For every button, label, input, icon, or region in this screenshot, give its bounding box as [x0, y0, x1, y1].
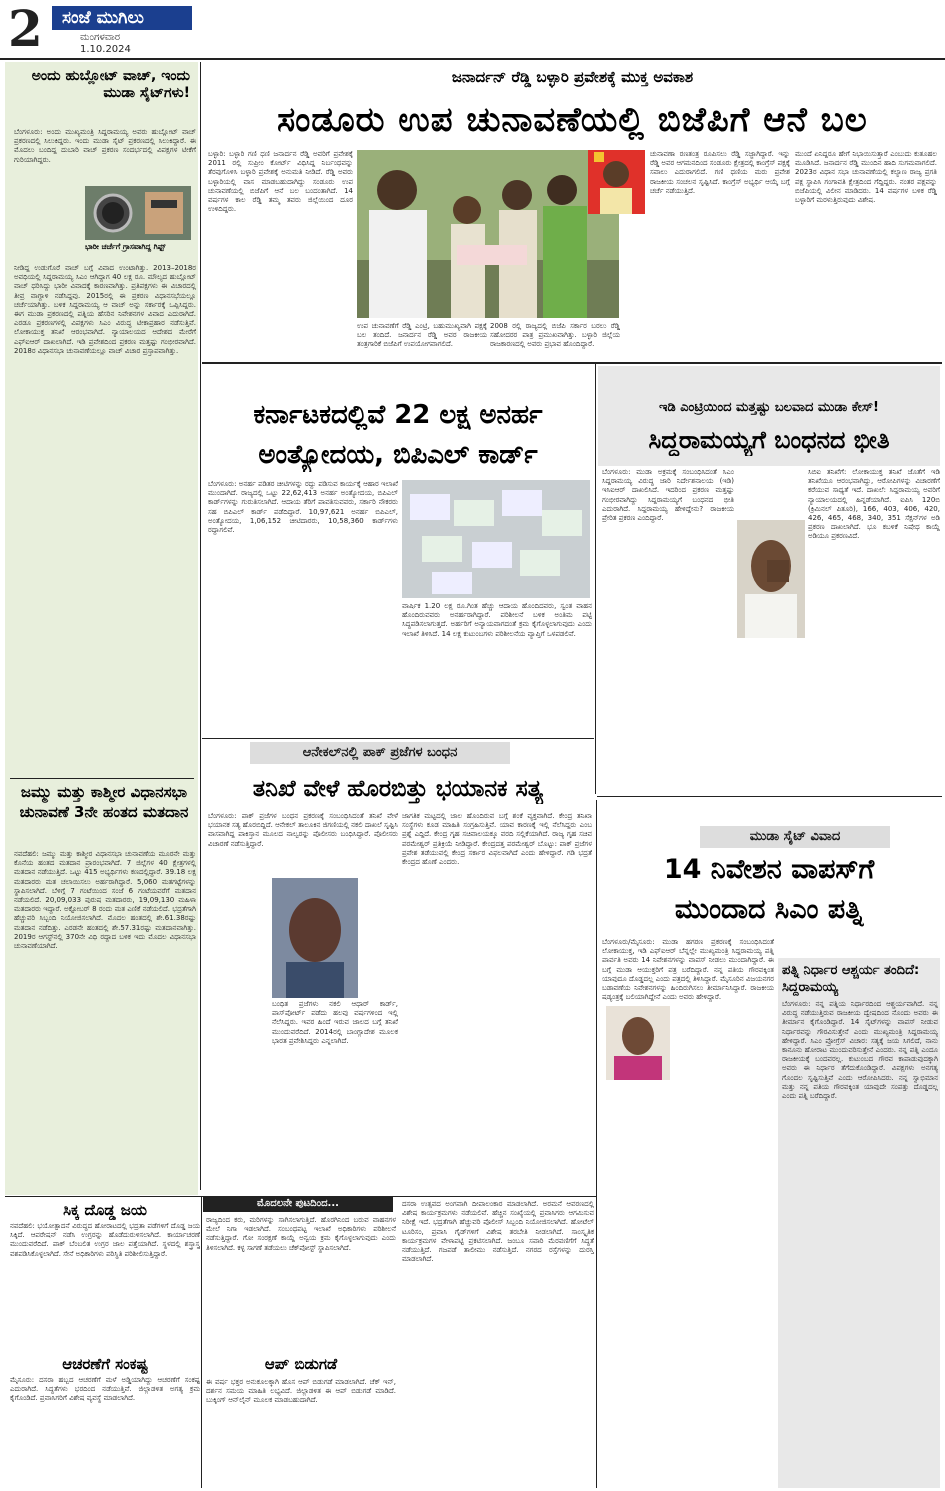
- anekal-col-1: ಬೆಂಗಳೂರು: ಪಾಕ್ ಪ್ರಜೆಗಳ ಬಂಧನ ಪ್ರಕರಣಕ್ಕೆ ಸಂಬಂಧಿಸಿದಂತೆ ತನಿಖೆ ವೇಳೆ ಭಯಾನಕ ಸತ್ಯ ಹೊರಬಿದ್ದಿದೆ. ಆನೇಕಲ್ ತಾಲೂಕಿನ ಜಿಗಣಿಯಲ್ಲಿ ನಕಲಿ ದಾಖಲೆ ಸೃಷ್ಟಿಸಿ ವಾಸವಾಗಿದ್ದ ಪಾಕಿಸ್ತಾನ ಮೂಲದ ನಾಲ್ವರನ್ನು ಪೊಲೀಸರು ಬಂಧಿಸಿದ್ದಾರೆ. ಪೊಲೀಸರು ವಿಚಾರಣೆ ನಡೆಸುತ್ತಿದ್ದಾರೆ.: [208, 812, 398, 848]
- watch-photo-art: [85, 186, 191, 240]
- anekal-col-2: ಜಾಗತಿಕ ಮಟ್ಟದಲ್ಲಿ ಜಾಲ ಹೊಂದಿರುವ ಬಗ್ಗೆ ಶಂಕೆ ವ್ಯಕ್ತವಾಗಿದೆ. ಕೇಂದ್ರ ತನಿಖಾ ಸಂಸ್ಥೆಗಳು ಕೂಡ ಮಾಹಿತಿ ಸಂಗ್ರಹಿಸುತ್ತಿವೆ. ಯಾವ ಕಾರಣಕ್ಕೆ ಇಲ್ಲಿ ನೆಲೆಸಿದ್ದರು ಎಂಬ ಪ್ರಶ್ನೆ ಎದ್ದಿದೆ. ಕೇಂದ್ರ ಗೃಹ ಸಚಿವಾಲಯಕ್ಕೂ ವರದಿ ಸಲ್ಲಿಕೆಯಾಗಿದೆ. ರಾಜ್ಯ ಗೃಹ ಸಚಿವ ಪರಮೇಶ್ವರ್ ಪ್ರತಿಕ್ರಿಯೆ ನೀಡಿದ್ದಾರೆ. ಕೇಂದ್ರದತ್ತ ಪರಮೇಶ್ವರ್ ಬೊಟ್ಟು: ಪಾಕ್ ಪ್ರಜೆಗಳ ಪ್ರವೇಶ ತಡೆಯುವಲ್ಲಿ ಕೇಂದ್ರ ಸರ್ಕಾರ ವಿಫಲವಾಗಿದೆ ಎಂದು ಹೇಳಿದ್ದಾರೆ. ಗಡಿ ಭದ್ರತೆ ಕೇಂದ್ರದ ಹೊಣೆ ಎಂದರು.: [402, 812, 592, 867]
- lead-photo-art: [357, 150, 619, 318]
- continued-col-1: ರಾಜ್ಯದಿಂದ ಕರು, ಮರಿಗಳನ್ನು ಸಾಗಿಸಲಾಗುತ್ತಿದೆ. ಹೊರಗಿನಿಂದ ಬರುವ ವಾಹನಗಳ ಮೇಲೆ ನಿಗಾ ಇಡಲಾಗಿದೆ. ಸಂಬಂಧಪಟ್ಟ ಇಲಾಖೆ ಅಧಿಕಾರಿಗಳು ಪರಿಶೀಲನೆ ನಡೆಸುತ್ತಿದ್ದಾರೆ. ಗೋ ಸಂರಕ್ಷಣೆ ಕಾಯ್ದೆ ಅನ್ವಯ ಕ್ರಮ ಕೈಗೊಳ್ಳಲಾಗುವುದು ಎಂದು ತಿಳಿಸಲಾಗಿದೆ. ಕಳ್ಳ ಸಾಗಣೆ ತಡೆಯಲು ಚೆಕ್‌ಪೋಸ್ಟ್ ಸ್ಥಾಪಿಸಲಾಗಿದೆ.: [206, 1216, 396, 1252]
- muda-return-headline-line-1: 14 ನಿವೇಶನ ವಾಪಸ್‌ಗೆ: [663, 854, 875, 885]
- ed-case-col-1: ಬೆಂಗಳೂರು: ಮುಡಾ ಅಕ್ರಮಕ್ಕೆ ಸಂಬಂಧಿಸಿದಂತೆ ಸಿಎಂ ಸಿದ್ದರಾಮಯ್ಯ ವಿರುದ್ಧ ಜಾರಿ ನಿರ್ದೇಶನಾಲಯ (ಇಡಿ) ಇಸಿಐಆರ್ ದಾಖಲಿಸಿದೆ. ಇದರಿಂದ ಪ್ರಕರಣ ಮತ್ತಷ್ಟು ಗಂಭೀರವಾಗಿದ್ದು ಸಿದ್ದರಾಮಯ್ಯಗೆ ಬಂಧನದ ಭೀತಿ ಎದುರಾಗಿದೆ. ಸಿದ್ದರಾಮಯ್ಯ ಹೇಳಿದ್ದೇನು? ರಾಜಕೀಯ ಪ್ರೇರಿತ ಪ್ರಕರಣ ಎಂದಿದ್ದಾರೆ.: [602, 468, 734, 523]
- lead-kicker: ಜನಾರ್ದನ್ ರೆಡ್ಡಿ ಬಳ್ಳಾರಿ ಪ್ರವೇಶಕ್ಕೆ ಮುಕ್ತ ಅವಕಾಶ: [451, 68, 694, 86]
- ration-col-1: ಬೆಂಗಳೂರು: ಅನರ್ಹ ಪಡಿತರ ಚೀಟಿಗಳನ್ನು ರದ್ದು ಪಡಿಸುವ ಕಾರ್ಯಕ್ಕೆ ಆಹಾರ ಇಲಾಖೆ ಮುಂದಾಗಿದೆ. ರಾಜ್ಯದಲ್ಲಿ ಒಟ್ಟು 22,62,413 ಅನರ್ಹ ಅಂತ್ಯೋದಯ, ಬಿಪಿಎಲ್ ಕಾರ್ಡ್‌ಗಳನ್ನು ಗುರುತಿಸಲಾಗಿದೆ. ಆದಾಯ ತೆರಿಗೆ ಪಾವತಿಸುವವರು, ಸರ್ಕಾರಿ ನೌಕರರು ಸಹ ಬಿಪಿಎಲ್ ಕಾರ್ಡ್ ಪಡೆದಿದ್ದಾರೆ. 10,97,621 ಅನರ್ಹ ಬಿಪಿಎಲ್, ಅಂತ್ಯೋದಯ, 1,06,152 ಚೀಟಿದಾರರು, 10,58,360 ಕಾರ್ಡ್‌ಗಳು ರದ್ದಾಗಲಿವೆ.: [208, 480, 398, 535]
- sidebar-watch-intro: ಬೆಂಗಳೂರು: ಅಂದು ಮುಖ್ಯಮಂತ್ರಿ ಸಿದ್ದರಾಮಯ್ಯ ಅವರು ಹುಬ್ಲೋಟ್ ವಾಚ್ ಪ್ರಕರಣದಲ್ಲಿ ಸಿಲುಕಿದ್ದರು. ಇಂದು ಮುಡಾ ಸೈಟ್ ಪ್ರಕರಣದಲ್ಲಿ ಸಿಲುಕಿದ್ದಾರೆ. ಈ ಮೊದಲು ಬಂದಿದ್ದ ದುಬಾರಿ ವಾಚ್ ಪ್ರಕರಣ ಸಂದರ್ಭದಲ್ಲಿ ವಿಪಕ್ಷಗಳ ಟೀಕೆಗೆ ಗುರಿಯಾಗಿದ್ದರು.: [14, 128, 196, 164]
- masthead: [0, 0, 945, 60]
- sidebar-divider: [10, 778, 194, 779]
- lead-col-6: ಮುಂದೆ ಏನಿದ್ದರೂ ಹೇಗೆ ನಿಭಾಯಿಸುತ್ತಾರೆ ಎಂಬುದು ಕುತೂಹಲ ಮೂಡಿಸಿದೆ. ಜನಾರ್ದನ ರೆಡ್ಡಿ ಮುಂದಿನ ಹಾದಿ ಸುಗಮವಾಗಲಿದೆ. 2023ರ ವಿಧಾನ ಸಭಾ ಚುನಾವಣೆಯಲ್ಲಿ ಕಲ್ಯಾಣ ರಾಜ್ಯ ಪ್ರಗತಿ ಪಕ್ಷ ಸ್ಥಾಪಿಸಿ ಗಂಗಾವತಿ ಕ್ಷೇತ್ರದಿಂದ ಗೆದ್ದಿದ್ದರು. ನಂತರ ಪಕ್ಷವನ್ನು ಬಿಜೆಪಿಯಲ್ಲಿ ವಿಲೀನ ಮಾಡಿದರು. 14 ವರ್ಷಗಳ ಬಳಿಕ ರೆಡ್ಡಿ ಬಳ್ಳಾರಿಗೆ ಮರಳುತ್ತಿರುವುದು ವಿಶೇಷ.: [795, 150, 937, 205]
- victory-headline: ಸಿಕ್ಕ ದೊಡ್ಡ ಜಯ: [63, 1201, 147, 1219]
- ration-cards-photo: [402, 480, 590, 598]
- anekal-headline: ತನಿಖೆ ವೇಳೆ ಹೊರಬಿತ್ತು ಭಯಾನಕ ಸತ್ಯ: [252, 776, 544, 802]
- muda-return-headline-line-2: ಮುಂದಾದ ಸಿಎಂ ಪತ್ನಿ: [674, 894, 864, 925]
- ed-case-col-2: ಸಿಬಿಐ ತನಿಖೆಗೆ: ಲೋಕಾಯುಕ್ತ ತನಿಖೆ ಜೊತೆಗೆ ಇಡಿ ತನಿಖೆಯೂ ಆರಂಭವಾಗಿದ್ದು, ಆರೋಪಿಗಳನ್ನು ವಿಚಾರಣೆಗೆ ಕರೆಯುವ ಸಾಧ್ಯತೆ ಇದೆ. ದಾಖಲೆ: ಸಿದ್ದರಾಮಯ್ಯ ಅವರಿಗೆ ನ್ಯಾಯಾಲಯದಲ್ಲಿ ಹಿನ್ನಡೆಯಾಗಿದೆ. ಐಪಿಸಿ 120ಬಿ (ಕ್ರಿಮಿನಲ್ ಪಿತೂರಿ), 166, 403, 406, 420, 426, 465, 468, 340, 351 ಸೆಕ್ಷನ್‌ಗಳ ಅಡಿ ಪ್ರಕರಣ ದಾಖಲಾಗಿದೆ. ಭೂ ಕಬಳಿಕೆ ನಿಷೇಧ ಕಾಯ್ದೆ ಅಡಿಯೂ ಪ್ರಕರಣವಿದೆ.: [808, 468, 940, 541]
- ration-bottom-rule: [202, 738, 594, 739]
- watch-photo: [85, 186, 191, 240]
- jk-election-body: ನವದೆಹಲಿ: ಜಮ್ಮು ಮತ್ತು ಕಾಶ್ಮೀರ ವಿಧಾನಸಭಾ ಚುನಾವಣೆಯ ಮೂರನೇ ಮತ್ತು ಕೊನೆಯ ಹಂತದ ಮತದಾನ ಪ್ರಾರಂಭವಾಗಿದೆ. 7 ಜಿಲ್ಲೆಗಳ 40 ಕ್ಷೇತ್ರಗಳಲ್ಲಿ ಮತದಾನ ನಡೆಯುತ್ತಿದೆ. ಒಟ್ಟು 415 ಅಭ್ಯರ್ಥಿಗಳು ಕಣದಲ್ಲಿದ್ದಾರೆ. 39.18 ಲಕ್ಷ ಮತದಾರರು ಮತ ಚಲಾಯಿಸಲು ಅರ್ಹರಾಗಿದ್ದಾರೆ. 5,060 ಮತಗಟ್ಟೆಗಳನ್ನು ಸ್ಥಾಪಿಸಲಾಗಿದೆ. ಬೆಳಿಗ್ಗೆ 7 ಗಂಟೆಯಿಂದ ಸಂಜೆ 6 ಗಂಟೆಯವರೆಗೆ ಮತದಾನ ನಡೆಯಲಿದೆ. 20,09,033 ಪುರುಷ ಮತದಾರರು, 19,09,130 ಮಹಿಳಾ ಮತದಾರರು ಇದ್ದಾರೆ. ಅಕ್ಟೋಬರ್ 8 ರಂದು ಮತ ಎಣಿಕೆ ನಡೆಯಲಿದೆ. ಭದ್ರತೆಗಾಗಿ ಹೆಚ್ಚುವರಿ ಸಿಬ್ಬಂದಿ ನಿಯೋಜಿಸಲಾಗಿದೆ. ಮೊದಲ ಹಂತದಲ್ಲಿ ಶೇ.61.38ರಷ್ಟು ಮತದಾನ ನಡೆದಿತ್ತು. ಎರಡನೇ ಹಂತದಲ್ಲಿ ಶೇ.57.31ರಷ್ಟು ಮತದಾನವಾಗಿತ್ತು. 2019ರ ಆಗಸ್ಟ್‌ನಲ್ಲಿ 370ನೇ ವಿಧಿ ರದ್ದಾದ ಬಳಿಕ ಇದು ಮೊದಲ ವಿಧಾನಸಭಾ ಚುನಾವಣೆಯಾಗಿದೆ.: [14, 850, 196, 951]
- suspect-photo-art: [272, 878, 358, 998]
- cm-reaction-body: ಬೆಂಗಳೂರು: ನನ್ನ ಪತ್ನಿಯ ನಿರ್ಧಾರದಿಂದ ಆಶ್ಚರ್ಯವಾಗಿದೆ. ನನ್ನ ವಿರುದ್ಧ ನಡೆಯುತ್ತಿರುವ ರಾಜಕೀಯ ದ್ವೇಷದಿಂದ ನೊಂದು ಅವರು ಈ ತೀರ್ಮಾನ ಕೈಗೊಂಡಿದ್ದಾರೆ. 14 ಸೈಟ್‌ಗಳನ್ನು ವಾಪಸ್ ನೀಡುವ ನಿರ್ಧಾರವನ್ನು ಗೌರವಿಸುತ್ತೇನೆ ಎಂದು ಮುಖ್ಯಮಂತ್ರಿ ಸಿದ್ದರಾಮಯ್ಯ ಹೇಳಿದ್ದಾರೆ. ಸಿಎಂ ಪ್ರೋಗ್ರೆಸ್ ವಿಚಾರ: ಸತ್ಯಕ್ಕೆ ಜಯ ಸಿಗಲಿದೆ, ನಾನು ಕಾನೂನು ಹೋರಾಟ ಮುಂದುವರಿಸುತ್ತೇನೆ ಎಂದರು. ನನ್ನ ಪತ್ನಿ ಎಂದೂ ರಾಜಕೀಯಕ್ಕೆ ಬಂದವರಲ್ಲ. ಕುಟುಂಬದ ಗೌರವ ಕಾಪಾಡುವುದಕ್ಕಾಗಿ ಅವರು ಈ ನಿರ್ಧಾರ ತೆಗೆದುಕೊಂಡಿದ್ದಾರೆ. ವಿಪಕ್ಷಗಳು ಅನಗತ್ಯ ಗೊಂದಲ ಸೃಷ್ಟಿಸುತ್ತಿವೆ ಎಂದು ಆರೋಪಿಸಿದರು. ನನ್ನ ಸ್ವಾಭಿಮಾನ ಮತ್ತು ನನ್ನ ಪತಿಯ ಗೌರವಕ್ಕಿಂತ ಯಾವುದೇ ಸಂಪತ್ತು ದೊಡ್ಡದಲ್ಲ ಎಂದು ಪತ್ನಿ ಬರೆದಿದ್ದಾರೆ.: [782, 1000, 938, 1101]
- column-rule-2: [595, 364, 596, 794]
- lead-col-4: 2008 ರಲ್ಲಿ ರಾಜ್ಯದಲ್ಲಿ ಬಿಜೆಪಿ ಸರ್ಕಾರ ಬರಲು ರೆಡ್ಡಿ ಸಹೋದರರ ಪಾತ್ರ ಪ್ರಮುಖವಾಗಿತ್ತು. ಬಳ್ಳಾರಿ ಜಿಲ್ಲೆಯ ರಾಜಕಾರಣದಲ್ಲಿ ಅವರು ಪ್ರಭಾವ ಹೊಂದಿದ್ದಾರೆ.: [490, 322, 620, 349]
- lead-col-3: ಉಪ ಚುನಾವಣೆಗೆ ರೆಡ್ಡಿ ಎಂಟ್ರಿ, ಬಹುಮುಖ್ಯವಾಗಿ ಪಕ್ಷಕ್ಕೆ ಬಲ ತಂದಿದೆ. ಜನಾರ್ದನ ರೆಡ್ಡಿ ಅವರ ರಾಜಕೀಯ ತಂತ್ರಗಾರಿಕೆ ಬಿಜೆಪಿಗೆ ಉಪಯೋಗವಾಗಲಿದೆ.: [357, 322, 487, 349]
- anekal-kicker: ಆನೇಕಲ್‌ನಲ್ಲಿ ಪಾಕ್ ಪ್ರಜೆಗಳ ಬಂಧನ: [250, 742, 510, 764]
- siddaramaiah-photo: [737, 520, 805, 638]
- continued-label: ಮೊದಲನೇ ಪುಟದಿಂದ...: [203, 1196, 393, 1212]
- anekal-col-1-side: [208, 880, 268, 1190]
- column-rule-4: [596, 800, 597, 1488]
- sidebar-watch-headline: ಅಂದು ಹುಬ್ಲೋಟ್ ವಾಚ್, ಇಂದು ಮುಡಾ ಸೈಟ್‌ಗಳು!: [31, 68, 190, 101]
- ed-case-headline: ಸಿದ್ದರಾಮಯ್ಯಗೆ ಬಂಧನದ ಭೀತಿ: [648, 426, 890, 454]
- ed-case-kicker: ಇಡಿ ಎಂಟ್ರಿಯಿಂದ ಮತ್ತಷ್ಟು ಬಲವಾದ ಮುಡಾ ಕೇಸ್!: [659, 400, 879, 415]
- masthead-day: ಮಂಗಳವಾರ: [80, 32, 121, 43]
- ed-case-bottom-rule: [597, 796, 942, 797]
- column-rule-3: [201, 1196, 202, 1488]
- parvathi-photo: [606, 1006, 670, 1080]
- column-rule: [200, 62, 201, 1190]
- reddy-portrait: [588, 150, 645, 214]
- lead-col-5: ಚುನಾವಣಾ ರಣತಂತ್ರ ರೂಪಿಸಲು ರೆಡ್ಡಿ ಸಜ್ಜಾಗಿದ್ದಾರೆ. ಇನ್ನು ರೆಡ್ಡಿ ಅವರ ಆಗಮನದಿಂದ ಸಂಡೂರು ಕ್ಷೇತ್ರದಲ್ಲಿ ಕಾಂಗ್ರೆಸ್ ಪಕ್ಷಕ್ಕೆ ಸವಾಲು ಎದುರಾಗಲಿದೆ. ಗಣಿ ಧಣಿಯ ಮರು ಪ್ರವೇಶ ರಾಜಕೀಯ ಸಂಚಲನ ಸೃಷ್ಟಿಸಿದೆ. ಕಾಂಗ್ರೆಸ್ ಅಭ್ಯರ್ಥಿ ಆಯ್ಕೆ ಬಗ್ಗೆ ಚರ್ಚೆ ನಡೆಯುತ್ತಿದೆ.: [650, 150, 790, 195]
- jk-election-headline: ಜಮ್ಮು ಮತ್ತು ಕಾಶ್ಮೀರ ವಿಧಾನಸಭಾ ಚುನಾವಣೆ 3ನೇ ಹಂತದ ಮತದಾನ: [19, 783, 189, 821]
- cm-reaction-headline: ಪತ್ನಿ ನಿರ್ಧಾರ ಆಶ್ಚರ್ಯ ತಂದಿದೆ: ಸಿದ್ದರಾಮಯ್ಯ: [782, 963, 920, 995]
- parvathi-photo-art: [606, 1006, 670, 1080]
- page-number: 2: [8, 0, 43, 58]
- ration-headline-line-1: ಕರ್ನಾಟಕದಲ್ಲಿವೆ 22 ಲಕ್ಷ ಅನರ್ಹ: [253, 400, 543, 430]
- lead-headline: ಸಂಡೂರು ಉಪ ಚುನಾವಣೆಯಲ್ಲಿ ಬಿಜೆಪಿಗೆ ಆನೆ ಬಲ: [277, 100, 868, 140]
- muda-return-col-1: ಬೆಂಗಳೂರು/ಮೈಸೂರು: ಮುಡಾ ಹಗರಣ ಪ್ರಕರಣಕ್ಕೆ ಸಂಬಂಧಿಸಿದಂತೆ ಲೋಕಾಯುಕ್ತ, ಇಡಿ ಎಫ್ಐಆರ್ ಬೆನ್ನಲ್ಲೇ ಮುಖ್ಯಮಂತ್ರಿ ಸಿದ್ದರಾಮಯ್ಯ ಪತ್ನಿ ಪಾರ್ವತಿ ಅವರು 14 ನಿವೇಶನಗಳನ್ನು ವಾಪಸ್ ನೀಡಲು ಮುಂದಾಗಿದ್ದಾರೆ. ಈ ಬಗ್ಗೆ ಮುಡಾ ಆಯುಕ್ತರಿಗೆ ಪತ್ರ ಬರೆದಿದ್ದಾರೆ. ನನ್ನ ಪತಿಯ ಗೌರವಕ್ಕಿಂತ ಯಾವುದೂ ದೊಡ್ಡದಲ್ಲ ಎಂದು ಪತ್ರದಲ್ಲಿ ತಿಳಿಸಿದ್ದಾರೆ. ಮೈಸೂರಿನ ವಿಜಯನಗರ ಬಡಾವಣೆಯ ನಿವೇಶನಗಳನ್ನು ಹಿಂದಿರುಗಿಸಲು ತೀರ್ಮಾನಿಸಿದ್ದಾರೆ. ರಾಜಕೀಯ ಷಡ್ಯಂತ್ರಕ್ಕೆ ಬಲಿಯಾಗಿದ್ದೇನೆ ಎಂದು ಅವರು ಹೇಳಿದ್ದಾರೆ.: [602, 938, 774, 1002]
- ritual-body: ಮೈಸೂರು: ದಸರಾ ಹಬ್ಬದ ಆಚರಣೆಗೆ ಮಳೆ ಅಡ್ಡಿಯಾಗಿದ್ದು ಆಚರಣೆಗೆ ಸಂಕಷ್ಟ ಎದುರಾಗಿದೆ. ಸಿದ್ಧತೆಗಳು ಭರದಿಂದ ನಡೆಯುತ್ತಿವೆ. ಜಿಲ್ಲಾಡಳಿತ ಅಗತ್ಯ ಕ್ರಮ ಕೈಗೊಂಡಿದೆ. ಪ್ರವಾಸಿಗರಿಗೆ ವಿಶೇಷ ವ್ಯವಸ್ಥೆ ಮಾಡಲಾಗಿದೆ.: [10, 1376, 200, 1403]
- masthead-date: 1.10.2024: [80, 44, 131, 55]
- lead-bottom-rule: [202, 362, 942, 364]
- victory-body: ನವದೆಹಲಿ: ಭಯೋತ್ಪಾದನೆ ವಿರುದ್ಧದ ಹೋರಾಟದಲ್ಲಿ ಭದ್ರತಾ ಪಡೆಗಳಿಗೆ ದೊಡ್ಡ ಜಯ ಸಿಕ್ಕಿದೆ. ಆಪರೇಷನ್ ನಡೆಸಿ ಉಗ್ರರನ್ನು ಹೊಡೆದುರುಳಿಸಲಾಗಿದೆ. ಕಾರ್ಯಾಚರಣೆ ಮುಂದುವರೆದಿದೆ. ಪಾಕ್ ಬೆಂಬಲಿತ ಉಗ್ರರ ಜಾಲ ಪತ್ತೆಯಾಗಿದೆ. ಸ್ಥಳದಲ್ಲಿ ಶಸ್ತ್ರಾಸ್ತ್ರ ವಶಪಡಿಸಿಕೊಳ್ಳಲಾಗಿದೆ. ಸೇನೆ ಅಧಿಕಾರಿಗಳು ಪರಿಸ್ಥಿತಿ ಪರಿಶೀಲಿಸುತ್ತಿದ್ದಾರೆ.: [10, 1222, 200, 1258]
- watch-caption: ಭಾರೀ ಚರ್ಚೆಗೆ ಗ್ರಾಸವಾಗಿದ್ದ ಗಿಫ್ಟ್: [85, 242, 166, 251]
- lead-col-1: ಬಳ್ಳಾರಿ: ಬಳ್ಳಾರಿ ಗಣಿ ಧಣಿ ಜನಾರ್ದನ ರೆಡ್ಡಿ ಅವರಿಗೆ ಪ್ರವೇಶಕ್ಕೆ 2011 ರಲ್ಲಿ ಸುಪ್ರೀಂ ಕೋರ್ಟ್ ವಿಧಿಸಿದ್ದ ನಿರ್ಬಂಧವನ್ನು ತೆರವುಗೊಳಿಸಿ ಬಳ್ಳಾರಿ ಪ್ರವೇಶಕ್ಕೆ ಅನುಮತಿ ನೀಡಿದೆ. ರೆಡ್ಡಿ ಅವರು ಬಳ್ಳಾರಿಯಲ್ಲಿ ವಾಸ ಮಾಡಬಹುದಾಗಿದ್ದು ಸಂಡೂರು ಉಪ ಚುನಾವಣೆಯಲ್ಲಿ ಬಿಜೆಪಿಗೆ ಆನೆ ಬಲ ಬಂದಂತಾಗಿದೆ. 14 ವರ್ಷಗಳ ಕಾಲ ರೆಡ್ಡಿ ತಮ್ಮ ತವರು ಜಿಲ್ಲೆಯಿಂದ ದೂರ ಉಳಿದಿದ್ದರು.: [208, 150, 353, 214]
- ration-cards-photo-art: [402, 480, 590, 598]
- lead-photo: [357, 150, 619, 318]
- siddaramaiah-photo-art: [737, 520, 805, 638]
- sidebar-watch-side-text: [14, 186, 82, 242]
- ration-col-2: ವಾರ್ಷಿಕ 1.20 ಲಕ್ಷ ರೂ.ಗಿಂತ ಹೆಚ್ಚು ಆದಾಯ ಹೊಂದಿದವರು, ಸ್ವಂತ ವಾಹನ ಹೊಂದಿರುವವರು ಅನರ್ಹರಾಗಿದ್ದಾರೆ. ಪರಿಶೀಲನೆ ಬಳಿಕ ಅಂತಿಮ ಪಟ್ಟಿ ಸಿದ್ಧಪಡಿಸಲಾಗುತ್ತದೆ. ಅರ್ಹರಿಗೆ ಅನ್ಯಾಯವಾಗದಂತೆ ಕ್ರಮ ಕೈಗೊಳ್ಳಲಾಗುವುದು ಎಂದು ಇಲಾಖೆ ತಿಳಿಸಿದೆ. 14 ಲಕ್ಷ ಕುಟುಂಬಗಳು ಪರಿಶೀಲನೆಯ ವ್ಯಾಪ್ತಿಗೆ ಒಳಪಡಲಿವೆ.: [402, 602, 592, 638]
- newspaper-logo: ಸಂಜೆ ಮುಗಿಲು: [52, 6, 192, 30]
- reddy-portrait-art: [588, 150, 645, 214]
- sidebar-watch-body: ನೀಡಿದ್ದ ಉಡುಗೊರೆ ವಾಚ್ ಬಗ್ಗೆ ವಿವಾದ ಉಂಟಾಗಿತ್ತು. 2013–2018ರ ಅವಧಿಯಲ್ಲಿ ಸಿದ್ದರಾಮಯ್ಯ ಸಿಎಂ ಆಗಿದ್ದಾಗ 40 ಲಕ್ಷ ರೂ. ಮೌಲ್ಯದ ಹುಬ್ಲೋಟ್ ವಾಚ್ ಧರಿಸಿದ್ದು ಭಾರೀ ವಿವಾದಕ್ಕೆ ಕಾರಣವಾಗಿತ್ತು. ಪ್ರತಿಪಕ್ಷಗಳು ಈ ವಿಚಾರದಲ್ಲಿ ತೀವ್ರ ವಾಗ್ದಾಳಿ ನಡೆಸಿದ್ದವು. 2015ರಲ್ಲಿ ಈ ಪ್ರಕರಣ ವಿಧಾನಸಭೆಯಲ್ಲೂ ಚರ್ಚೆಯಾಗಿತ್ತು. ಬಳಿಕ ಸಿದ್ದರಾಮಯ್ಯ ಆ ವಾಚ್ ಅನ್ನು ಸರ್ಕಾರಕ್ಕೆ ಒಪ್ಪಿಸಿದ್ದರು. ಈಗ ಮುಡಾ ಪ್ರಕರಣದಲ್ಲಿ ಪತ್ನಿಯ ಹೆಸರಿನ ನಿವೇಶನಗಳ ವಿವಾದ ಎದುರಾಗಿದೆ. ಎರಡೂ ಪ್ರಕರಣಗಳಲ್ಲಿ ವಿಪಕ್ಷಗಳು ಸಿಎಂ ವಿರುದ್ಧ ಟೀಕಾಪ್ರಹಾರ ನಡೆಸುತ್ತಿವೆ. ಲೋಕಾಯುಕ್ತ ತನಿಖೆ ಆರಂಭವಾಗಿದೆ. ನ್ಯಾಯಾಲಯದ ಆದೇಶದ ಮೇರೆಗೆ ಎಫ್ಐಆರ್ ದಾಖಲಾಗಿದೆ. ಇಡಿ ಪ್ರವೇಶದಿಂದ ಪ್ರಕರಣ ಮತ್ತಷ್ಟು ಗಂಭೀರವಾಗಿದೆ. 2018ರ ವಿಧಾನಸಭಾ ಚುನಾವಣೆಯಲ್ಲೂ ವಾಚ್ ವಿಚಾರ ಪ್ರಸ್ತಾಪವಾಗಿತ್ತು.: [14, 264, 196, 355]
- ritual-headline: ಆಚರಣೆಗೆ ಸಂಕಷ್ಟ: [62, 1355, 148, 1373]
- continued-col-1b: ಈ ವರ್ಷ ಭಕ್ತರ ಅನುಕೂಲಕ್ಕಾಗಿ ಹೊಸ ಆಪ್ ಬಿಡುಗಡೆ ಮಾಡಲಾಗಿದೆ. ಚೆಕ್ ಇನ್, ದರ್ಶನ ಸಮಯ ಮಾಹಿತಿ ಲಭ್ಯವಿದೆ. ಜಿಲ್ಲಾಡಳಿತ ಈ ಆಪ್ ಬಿಡುಗಡೆ ಮಾಡಿದೆ. ಬುಕ್ಕಿಂಗ್ ಆನ್‌ಲೈನ್ ಮೂಲಕ ಮಾಡಬಹುದಾಗಿದೆ.: [206, 1378, 396, 1405]
- muda-return-kicker: ಮುಡಾ ಸೈಟ್ ವಿವಾದ: [700, 826, 890, 848]
- anekal-col-1b: ಬಂಧಿತ ಪ್ರಜೆಗಳು ನಕಲಿ ಆಧಾರ್ ಕಾರ್ಡ್, ಪಾಸ್‌ಪೋರ್ಟ್ ಪಡೆದು ಹಲವು ವರ್ಷಗಳಿಂದ ಇಲ್ಲಿ ನೆಲೆಸಿದ್ದರು. ಇವರ ಹಿಂದೆ ಇರುವ ಜಾಲದ ಬಗ್ಗೆ ತನಿಖೆ ಮುಂದುವರೆದಿದೆ. 2014ರಲ್ಲಿ ಬಾಂಗ್ಲಾದೇಶ ಮೂಲಕ ಭಾರತ ಪ್ರವೇಶಿಸಿದ್ದರು ಎನ್ನಲಾಗಿದೆ.: [272, 1000, 398, 1045]
- ration-headline-line-2: ಅಂತ್ಯೋದಯ, ಬಿಪಿಎಲ್ ಕಾರ್ಡ್: [258, 440, 538, 470]
- app-release-headline: ಆಪ್ ಬಿಡುಗಡೆ: [264, 1355, 338, 1373]
- continued-col-2: ದಸರಾ ಉತ್ಸವದ ಅಂಗವಾಗಿ ದೀಪಾಲಂಕಾರ ಮಾಡಲಾಗಿದೆ. ಅರಮನೆ ಆವರಣದಲ್ಲಿ ವಿಶೇಷ ಕಾರ್ಯಕ್ರಮಗಳು ನಡೆಯಲಿವೆ. ಹೆಚ್ಚಿನ ಸಂಖ್ಯೆಯಲ್ಲಿ ಪ್ರವಾಸಿಗರು ಆಗಮಿಸುವ ನಿರೀಕ್ಷೆ ಇದೆ. ಭದ್ರತೆಗಾಗಿ ಹೆಚ್ಚುವರಿ ಪೊಲೀಸ್ ಸಿಬ್ಬಂದಿ ನಿಯೋಜಿಸಲಾಗಿದೆ. ಹೋಟೆಲ್ ಟೂರಿಸಂ, ಪ್ರವಾಸಿ ಗೈಡ್‌ಗಳಿಗೆ ವಿಶೇಷ ತರಬೇತಿ ನೀಡಲಾಗಿದೆ. ಸಾಂಸ್ಕೃತಿಕ ಕಾರ್ಯಕ್ರಮಗಳ ವೇಳಾಪಟ್ಟಿ ಪ್ರಕಟಿಸಲಾಗಿದೆ. ಜಂಬೂ ಸವಾರಿ ಮೆರವಣಿಗೆಗೆ ಸಿದ್ಧತೆ ನಡೆಯುತ್ತಿದೆ. ಗಜಪಡೆ ತಾಲೀಮು ನಡೆಸುತ್ತಿದೆ. ನಗರದ ರಸ್ತೆಗಳನ್ನು ದುರಸ್ತಿ ಮಾಡಲಾಗಿದೆ.: [402, 1200, 594, 1264]
- suspect-photo: [272, 878, 358, 998]
